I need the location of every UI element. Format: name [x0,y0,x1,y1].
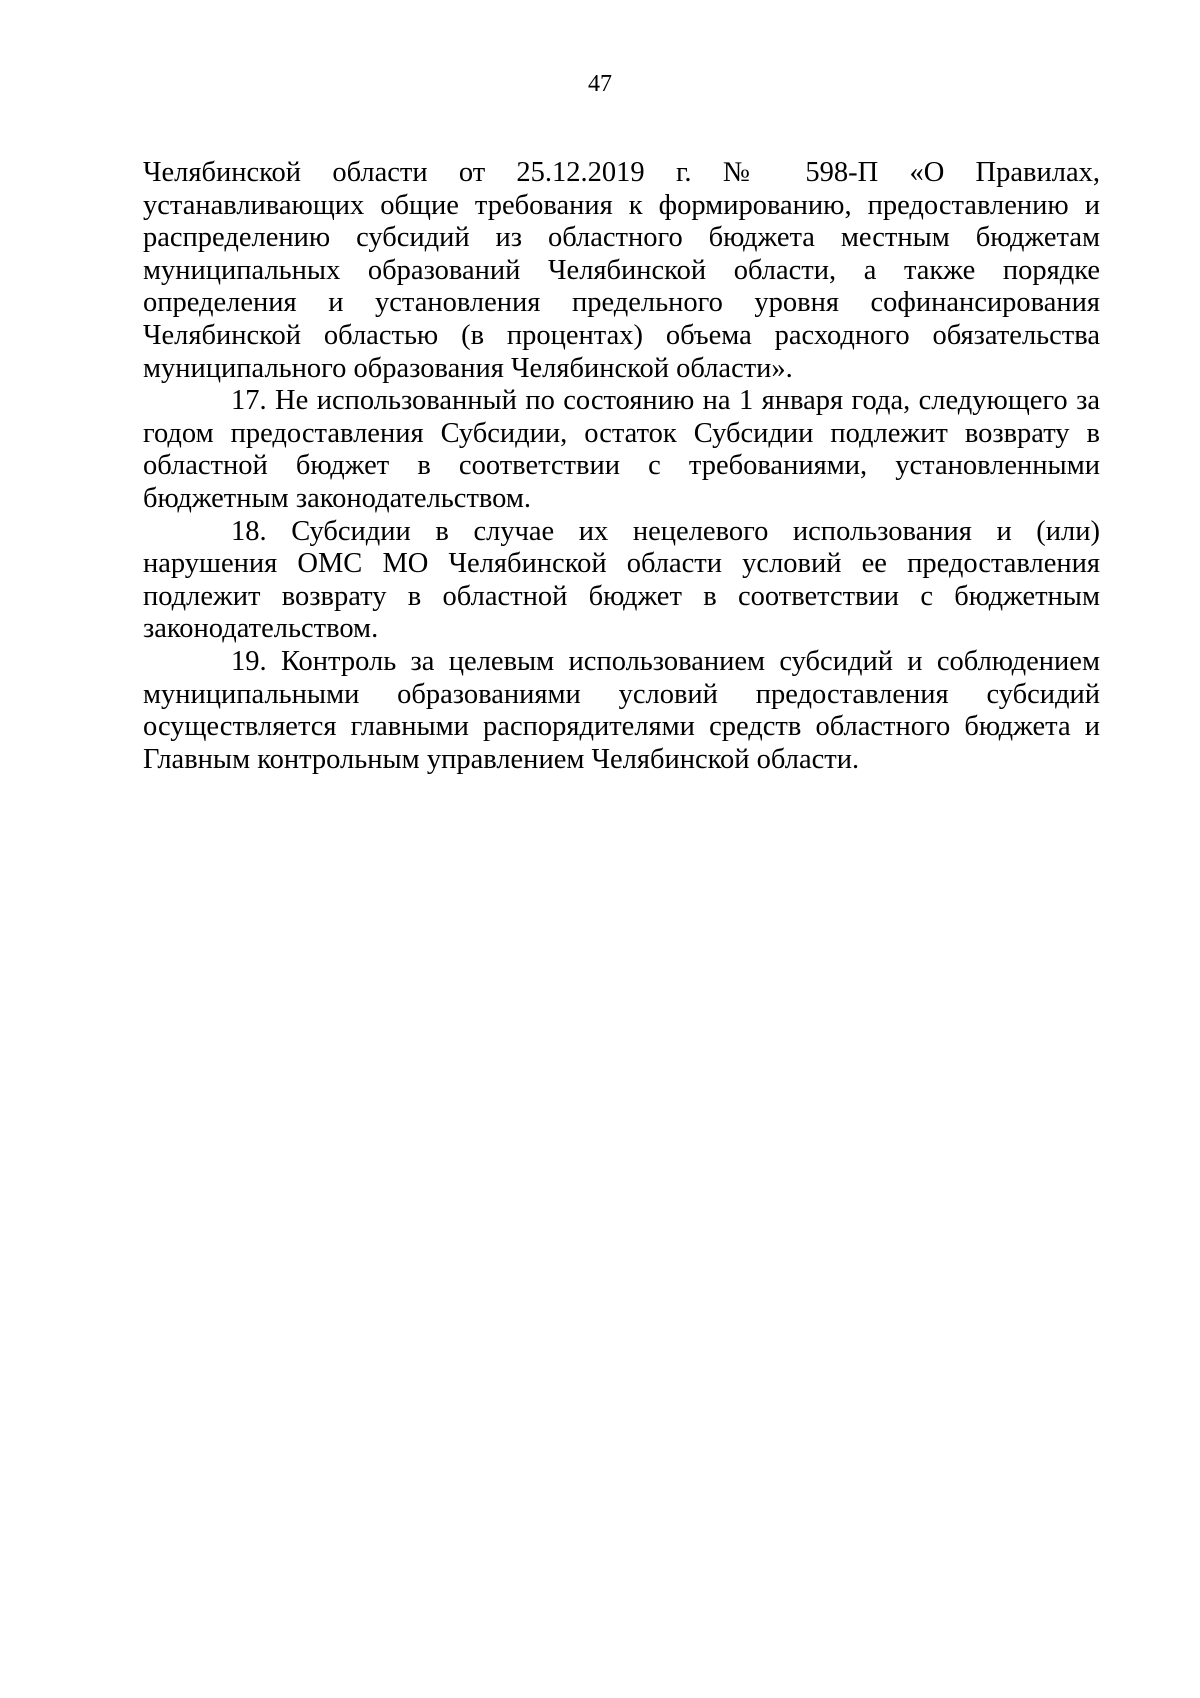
document-body [143,157,1100,776]
paragraph-item-18: 18. Субсидии в случае их нецелевого использования и (или) нарушения ОМС МО Челябинской области условий ее предоставления подлежит возврату в областной бюджет в соответствии с бюджетным законодательством. [143,515,1100,645]
paragraph-item-17: 17. Не использованный по состоянию на 1 января года, следующего за годом предоставления Субсидии, остаток Субсидии подлежит возврату в областной бюджет в соответствии с требованиями, установленными бюджетным законодательством. [143,385,1100,514]
paragraph-item-19: 19. Контроль за целевым использованием субсидий и соблюдением муниципальными образованиями условий предоставления субсидий осуществляется главными распорядителями средств областного бюджета и Главным контрольным управлением Челябинской области. [143,645,1100,775]
paragraph-continuation: Челябинской области от 25.12.2019 г. № 598-П «О Правилах, устанавливающих общие требования к формированию, предоставлению и распределению субсидий из областного бюджета местным бюджетам муниципальных образований Челябинской области, а также порядке определения и установления предельного уровня софинансирования Челябинской областью (в процентах) объема расходного обязательства муниципального образования Челябинской области». [143,157,1100,384]
page-number: 47 [588,71,612,97]
